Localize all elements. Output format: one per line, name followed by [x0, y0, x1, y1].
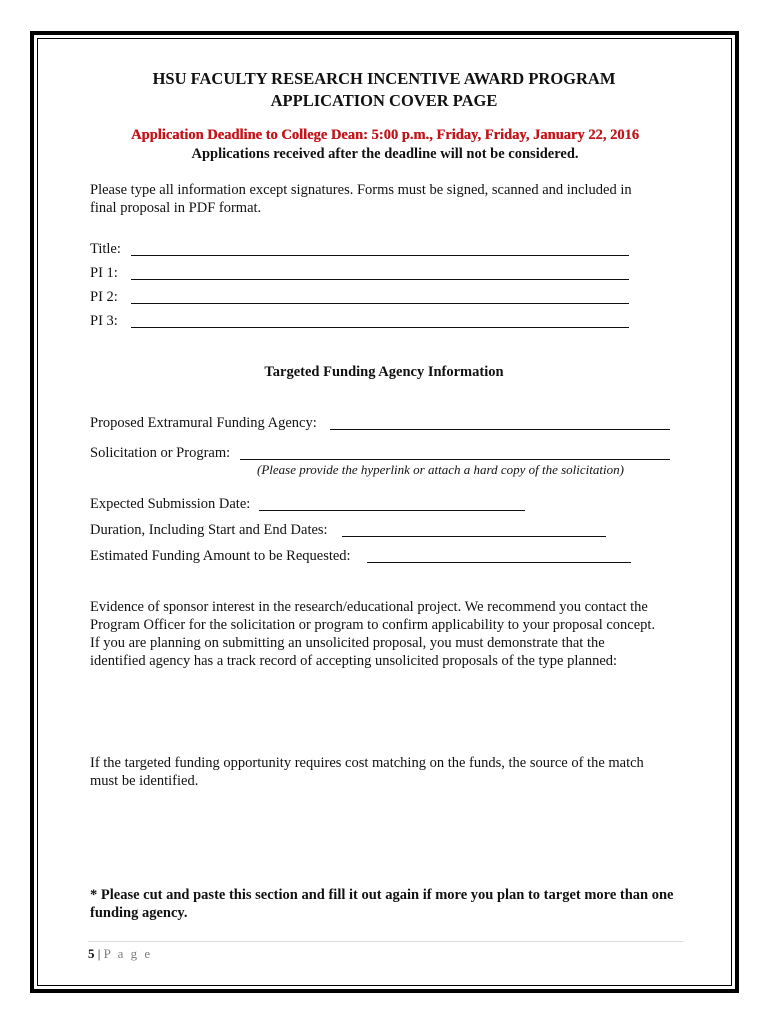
solicitation-field[interactable]: [240, 459, 670, 460]
form-title-line1: HSU FACULTY RESEARCH INCENTIVE AWARD PROGRAM: [152, 69, 616, 88]
submission-date-field[interactable]: [259, 510, 525, 511]
solicitation-note: (Please provide the hyperlink or attach a hard copy of the solicitation): [257, 462, 624, 477]
proposed-agency-label: Proposed Extramural Funding Agency:: [90, 415, 317, 431]
page-separator: |: [94, 946, 104, 961]
evidence-line1: Evidence of sponsor interest in the research/educational project. We recommend you contact the: [90, 599, 648, 615]
form-title-line2: APPLICATION COVER PAGE: [270, 91, 498, 110]
instructions-line2: final proposal in PDF format.: [90, 200, 262, 216]
submission-date-label: Expected Submission Date:: [90, 496, 251, 512]
solicitation-label: Solicitation or Program:: [90, 445, 231, 461]
evidence-line4: identified agency has a track record of accepting unsolicited proposals of the type planned:: [90, 653, 618, 669]
matching-line1: If the targeted funding opportunity requires cost matching on the funds, the source of the match: [90, 755, 644, 771]
pi3-field[interactable]: [131, 327, 629, 328]
deadline-notice: Application Deadline to College Dean: 5:00 p.m., Friday, Friday, January 22, 2016: [131, 127, 639, 143]
pi1-label: PI 1:: [90, 265, 118, 281]
instructions-line1: Please type all information except signatures. Forms must be signed, scanned and included in: [90, 182, 632, 198]
duration-field[interactable]: [342, 536, 606, 537]
proposed-agency-field[interactable]: [330, 429, 670, 430]
title-label: Title:: [90, 241, 121, 257]
note-line1: * Please cut and paste this section and fill it out again if more you plan to target more than one: [90, 887, 674, 903]
page-footer: [88, 945, 152, 963]
matching-line2: must be identified.: [90, 773, 199, 789]
title-field[interactable]: [131, 255, 629, 256]
footer-rule: [88, 941, 683, 942]
evidence-line2: Program Officer for the solicitation or program to confirm applicability to your proposal concept.: [90, 617, 656, 633]
pi2-field[interactable]: [131, 303, 629, 304]
pi3-label: PI 3:: [90, 313, 118, 329]
duration-label: Duration, Including Start and End Dates:: [90, 522, 328, 538]
late-notice: Applications received after the deadline will not be considered.: [191, 146, 579, 162]
funding-amount-label: Estimated Funding Amount to be Requested:: [90, 548, 351, 564]
pi1-field[interactable]: [131, 279, 629, 280]
evidence-line3: If you are planning on submitting an unsolicited proposal, you must demonstrate that the: [90, 635, 605, 651]
note-line2: funding agency.: [90, 905, 188, 921]
agency-heading: Targeted Funding Agency Information: [264, 364, 504, 380]
page-number: 5: [88, 946, 95, 961]
pi2-label: PI 2:: [90, 289, 118, 305]
funding-amount-field[interactable]: [367, 562, 631, 563]
page-word: P a g e: [103, 946, 153, 961]
